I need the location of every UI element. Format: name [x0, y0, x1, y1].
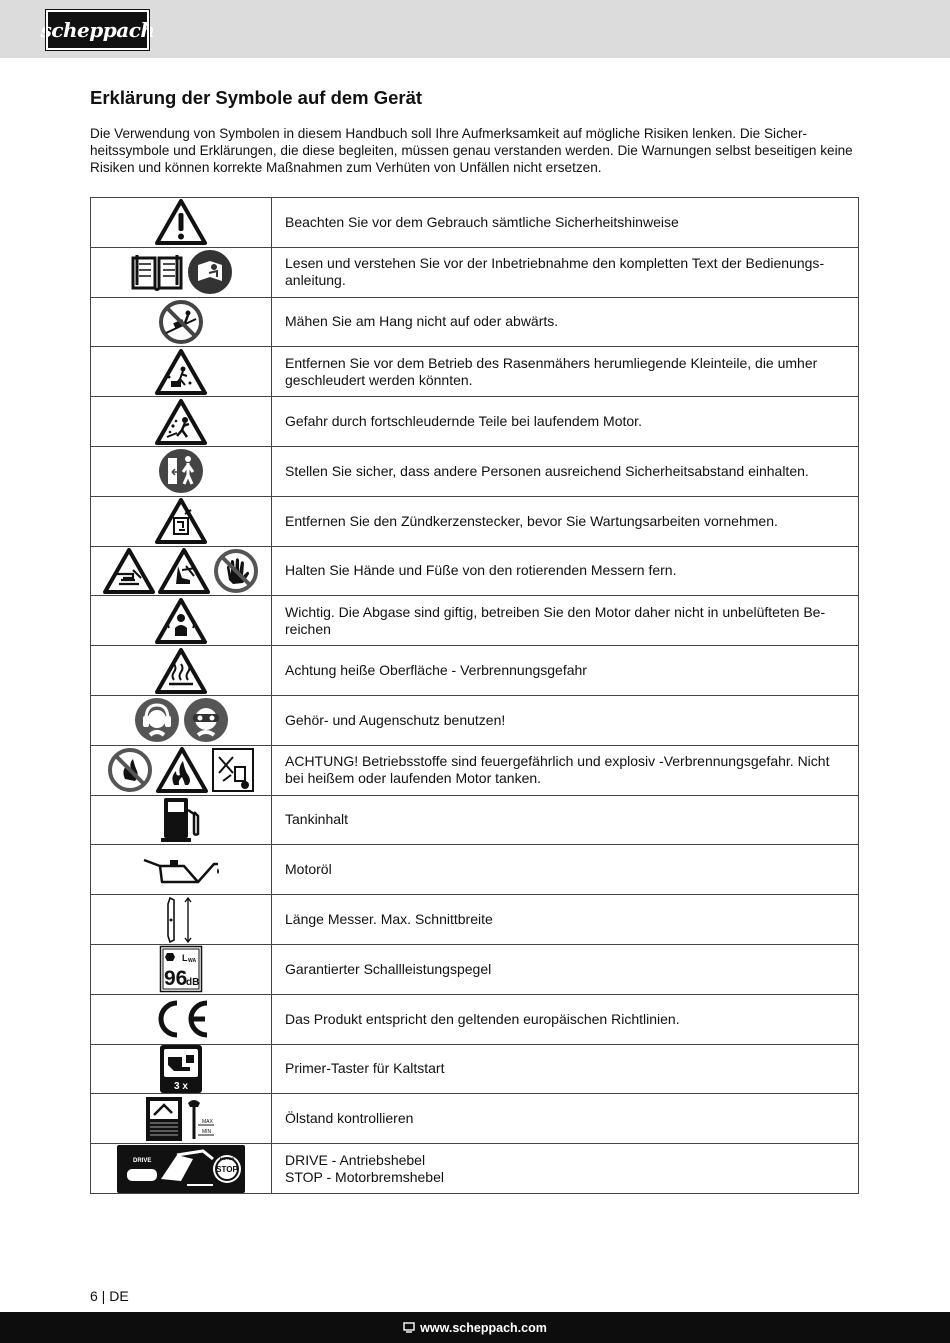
no-open-flame-icon: [107, 747, 153, 793]
table-row: [91, 1094, 859, 1144]
toxic-fumes-warning-icon: [155, 598, 207, 644]
hand-blade-warning-icon: [103, 548, 155, 594]
footer-bar: [0, 1312, 950, 1343]
page-number-value: 6: [90, 1288, 98, 1304]
symbol-description: Lesen und verstehen Sie vor der Inbetriebnahme den kompletten Text der Bedienungsanleitung.: [272, 247, 859, 297]
primer-label: 3 x: [174, 1080, 188, 1092]
spark-plug-warning-icon: [155, 498, 207, 544]
brand-logo: [40, 10, 155, 50]
fuel-pump-icon: [158, 796, 204, 844]
symbol-description: Primer-Taster für Kaltstart: [272, 1044, 859, 1094]
symbol-description: Garantierter Schallleistungspegel: [272, 944, 859, 994]
oil-min-label: MIN: [202, 1128, 212, 1135]
oil-level-check-icon: [144, 1095, 218, 1143]
table-row: [91, 845, 859, 895]
oil-can-icon: [142, 852, 220, 888]
symbol-description: Entfernen Sie vor dem Betrieb des Rasenmähers herumliegende Kleinteile, die umher geschleudert werden könnten.: [272, 347, 859, 397]
logo-text: scheppach: [40, 18, 155, 42]
language-code: DE: [109, 1288, 129, 1304]
sound-sub: WA: [188, 958, 197, 965]
table-row: [91, 994, 859, 1044]
table-row: [91, 1044, 859, 1094]
symbol-description: Wichtig. Die Abgase sind giftig, betreiben Sie den Motor daher nicht in unbelüfteten Bereichen: [272, 596, 859, 646]
symbol-description: Entfernen Sie den Zündkerzenstecker, bevor Sie Wartungsarbeiten vornehmen.: [272, 496, 859, 546]
table-row: [91, 695, 859, 745]
symbol-description: Gefahr durch fortschleudernde Teile bei laufendem Motor.: [272, 397, 859, 447]
ce-mark-icon: [151, 997, 211, 1041]
table-row: [91, 895, 859, 945]
table-row: [91, 596, 859, 646]
drive-stop-lever-icon: [117, 1145, 245, 1193]
symbol-description: Stellen Sie sicher, dass andere Personen ausreichend Sicherheitsabstand einhalten.: [272, 446, 859, 496]
no-refuel-running-icon: [211, 747, 255, 793]
table-row: [91, 198, 859, 248]
symbol-description: Das Produkt entspricht den geltenden europäischen Richtlinien.: [272, 994, 859, 1044]
monitor-icon: [403, 1322, 415, 1333]
fire-warning-icon: [156, 747, 208, 793]
table-row: [91, 247, 859, 297]
flying-objects-warning-icon: [155, 399, 207, 445]
primer-button-icon: [160, 1045, 202, 1093]
table-row: [91, 496, 859, 546]
symbol-description: Beachten Sie vor dem Gebrauch sämtliche Sicherheitshinweise: [272, 198, 859, 248]
table-row: [91, 297, 859, 347]
symbol-description: Tankinhalt: [272, 795, 859, 845]
blade-length-icon: [164, 896, 198, 944]
remove-debris-warning-icon: [155, 349, 207, 395]
table-row: [91, 546, 859, 596]
oil-max-label: MAX: [202, 1118, 213, 1125]
open-book-icon: [130, 252, 184, 292]
table-row: [91, 646, 859, 696]
stop-label: STOP: [216, 1164, 238, 1174]
foot-blade-warning-icon: [158, 548, 210, 594]
symbol-description: Mähen Sie am Hang nicht auf oder abwärts.: [272, 297, 859, 347]
table-row: [91, 446, 859, 496]
symbol-description: Gehör- und Augenschutz benutzen!: [272, 695, 859, 745]
sound-level-icon: [159, 945, 203, 993]
table-row: [91, 944, 859, 994]
symbol-description: ACHTUNG! Betriebsstoffe sind feuergefährlich und explosiv -Verbrennungsgefahr. Nicht bei heißem oder laufenden Motor tanken.: [272, 745, 859, 795]
symbol-description: Länge Messer. Max. Schnittbreite: [272, 895, 859, 945]
footer-website[interactable]: www.scheppach.com: [420, 1320, 547, 1335]
table-row: [91, 347, 859, 397]
symbol-description: Motoröl: [272, 845, 859, 895]
symbols-table: [90, 197, 859, 1194]
no-slope-mowing-icon: [158, 299, 204, 345]
sound-unit: dB: [186, 977, 200, 989]
hot-surface-warning-icon: [155, 648, 207, 694]
sound-value: 96: [164, 967, 188, 991]
page-number: 6 | DE: [90, 1288, 129, 1304]
warning-triangle-icon: [155, 199, 207, 245]
table-row: [91, 1144, 859, 1194]
table-row: [91, 397, 859, 447]
hearing-protection-icon: [134, 697, 180, 743]
read-manual-icon: [187, 249, 233, 295]
keep-distance-icon: [158, 448, 204, 494]
symbol-description: DRIVE - Antriebshebel STOP - Motorbremshebel: [272, 1144, 859, 1194]
no-hands-icon: [213, 548, 259, 594]
sound-label: L: [182, 953, 188, 964]
symbol-description: Ölstand kontrollieren: [272, 1094, 859, 1144]
table-row: [91, 745, 859, 795]
page-title: Erklärung der Symbole auf dem Gerät: [90, 87, 423, 108]
eye-protection-icon: [183, 697, 229, 743]
motor-label: MOTOR: [219, 1155, 235, 1161]
symbol-description: Halten Sie Hände und Füße von den rotierenden Messern fern.: [272, 546, 859, 596]
table-row: [91, 795, 859, 845]
header-bar: [0, 0, 950, 58]
symbol-description: Achtung heiße Oberfläche - Verbrennungsgefahr: [272, 646, 859, 696]
drive-label: DRIVE: [133, 1157, 152, 1164]
intro-paragraph: Die Verwendung von Symbolen in diesem Handbuch soll Ihre Aufmerksamkeit auf mögliche Risiken lenken. Die Sicherheitssymbole und Erklärungen, die diese begleiten, müssen genau verstanden werden. Die Warnungen selbst beseitigen keine Risiken und können korrekte Maßnahmen zum Verhüten von Unfällen nicht ersetzen.: [90, 126, 853, 175]
